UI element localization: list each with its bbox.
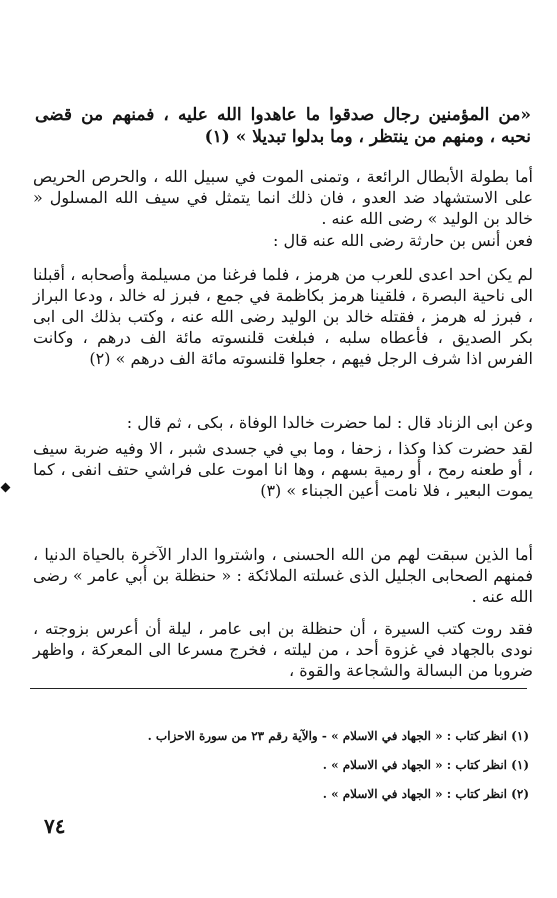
footnote-item: (٢) انظر كتاب : « الجهاد في الاسلام » . — [322, 787, 529, 801]
page-number: ٧٤ — [44, 814, 66, 838]
paragraph-hanzala-intro: أما الذين سبقت لهم من الله الحسنى ، واشتروا الدار الآخرة بالحياة الدنيا ، فمنهم الصحابى الجليل الذى غسلته الملائكة : « حنظلة بن أبي عامر » رضى الله عنه . — [33, 545, 533, 606]
paragraph-khalid-words: لقد حضرت كذا وكذا ، زحفا ، وما بي في جسدى شبر ، الا وفيه ضربة سيف ، أو طعنه رمح ، أو رمية بسهم ، وها انا اموت على فراشي حتف انفى ، كما يموت البعير ، فلا نامت أعين الجبناء » (٣) — [33, 439, 533, 500]
paragraph-hanzala-story: فقد روت كتب السيرة ، أن حنظلة بن ابى عامر ، ليلة أن أعرس بزوجته ، نودى بالجهاد في غزوة أحد ، من ليلته ، فخرج مسرعا الى المعركة ، واظهر ضروبا من البسالة والشجاعة والقوة ، — [33, 619, 533, 680]
footnotes — [34, 722, 529, 809]
footnote-item: (١) انظر كتاب : « الجهاد في الاسلام » - والآية رقم ٢٣ من سورة الاحزاب . — [147, 729, 529, 743]
footnote-item: (١) انظر كتاب : « الجهاد في الاسلام » . — [322, 758, 529, 772]
paragraph-narrator: فعن أنس بن حارثة رضى الله عنه قال : — [272, 231, 533, 250]
paragraph-heroism: أما بطولة الأبطال الرائعة ، وتمنى الموت في سبيل الله ، والحرص الحريص على الاستشهاد ضد العدو ، فان ذلك انما يتمثل في سيف الله المسلول « خالد بن الوليد » رضى الله عنه . — [33, 167, 533, 228]
paragraph-hurmuz-story: لم يكن احد اعدى للعرب من هرمز ، فلما فرغنا من مسيلمة وأصحابه ، أقبلنا الى ناحية البصرة ، فلقينا هرمز بكاظمة في جمع ، فبرز له خالد ، ودعا البراز ، فبرز له هرمز ، فقتله خالد بن الوليد رضى الله عنه ، وكتب بذلك الى ابى بكر الصديق ، فأعطاه سلبه ، فبلغت قلنسوته مائة الف درهم ، وكانت الفرس اذا شرف الرجل فيهم ، جعلوا قلنسوته مائة الف درهم » (٢) — [33, 265, 533, 368]
paragraph-death-intro: وعن ابى الزناد قال : لما حضرت خالدا الوفاة ، بكى ، ثم قال : — [126, 413, 533, 432]
quran-verse: «من المؤمنين رجال صدقوا ما عاهدوا الله عليه ، فمنهم من قضى نحبه ، ومنهم من ينتظر ، وما بدلوا تبديلا » (١) — [35, 105, 531, 147]
footnote-divider — [30, 688, 527, 689]
margin-mark-icon — [1, 483, 11, 493]
